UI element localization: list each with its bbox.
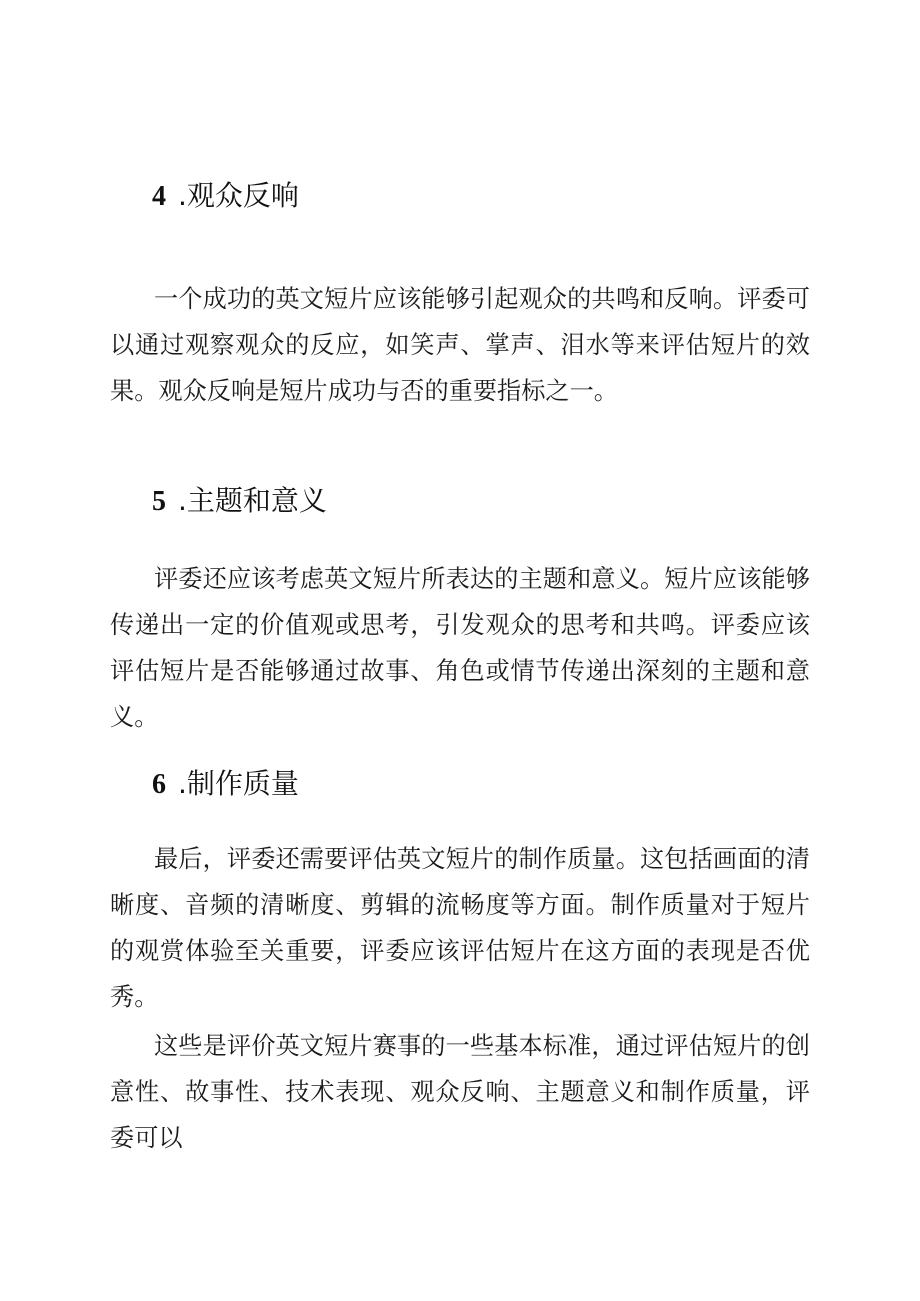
section-number: 4 — [152, 181, 166, 212]
section-4-heading — [152, 178, 299, 215]
section-6-heading — [152, 766, 299, 803]
section-6-paragraph: 最后，评委还需要评估英文短片的制作质量。这包括画面的清晰度、音频的清晰度、剪辑的流畅度等方面。制作质量对于短片的观赏体验至关重要，评委应该评估短片在这方面的表现是否优秀。 — [110, 845, 810, 1011]
section-title: .主题和意义 — [178, 484, 327, 517]
closing-paragraph: 这些是评价英文短片赛事的一些基本标准，通过评估短片的创意性、故事性、技术表现、观众反响、主题意义和制作质量，评委可以 — [110, 1032, 810, 1152]
section-number: 6 — [152, 769, 166, 800]
section-4-paragraph: 一个成功的英文短片应该能够引起观众的共鸣和反响。评委可以通过观察观众的反应，如笑声、掌声、泪水等来评估短片的效果。观众反响是短片成功与否的重要指标之一。 — [110, 285, 810, 405]
section-5-heading — [152, 483, 327, 520]
section-title: .制作质量 — [178, 767, 299, 800]
section-title: .观众反响 — [178, 179, 299, 212]
section-5-paragraph: 评委还应该考虑英文短片所表达的主题和意义。短片应该能够传递出一定的价值观或思考，引发观众的思考和共鸣。评委应该评估短片是否能够通过故事、角色或情节传递出深刻的主题和意义。 — [110, 565, 810, 731]
section-number: 5 — [152, 486, 166, 517]
